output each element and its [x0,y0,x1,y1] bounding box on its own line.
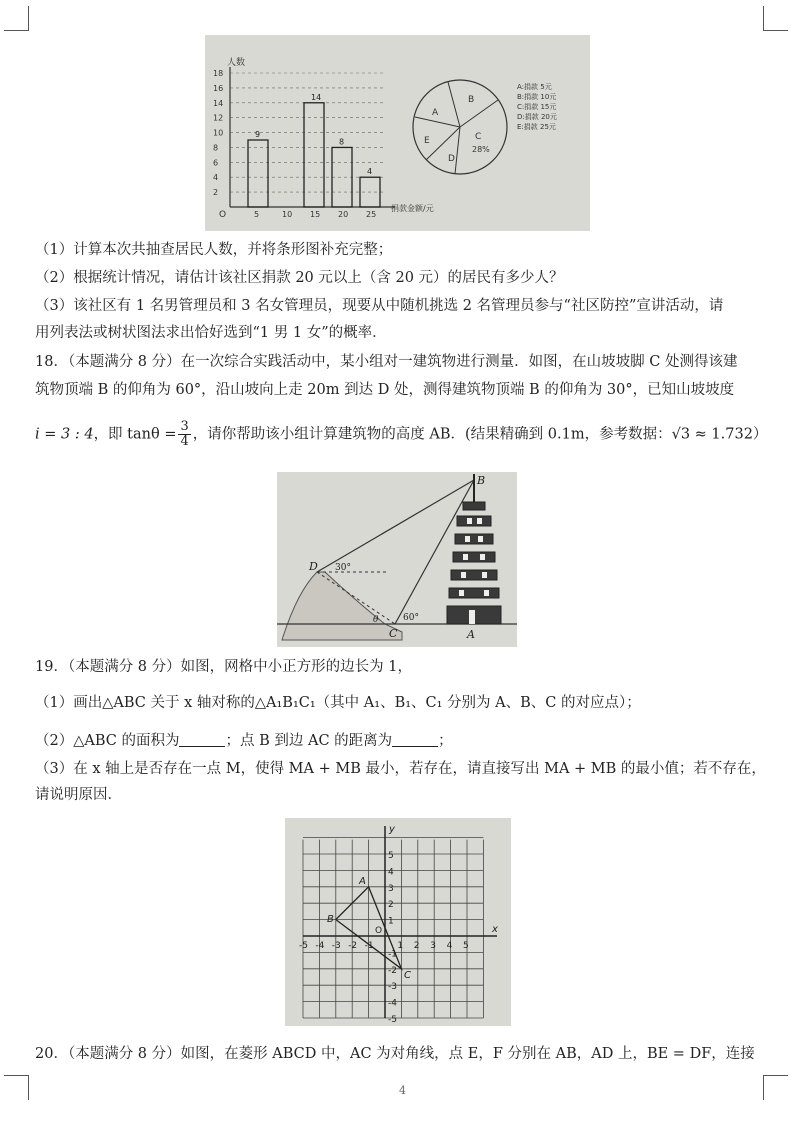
q19-part1: （1）画出△ABC 关于 x 轴对称的△A₁B₁C₁（其中 A₁、B₁、C₁ 分别为 A、B、C 的对应点）； [35,695,641,711]
q19-part3-line1: （3）在 x 轴上是否存在一点 M，使得 MA + MB 最小，若存在，请直接写出 MA + MB 的最小值；若不存在， [35,761,766,777]
bar-origin: O [219,210,227,220]
grid-x-tick: 4 [446,941,453,951]
pie-label-d: D [448,154,455,164]
pie-legend-item: A:捐款 5元 [517,83,552,91]
slope-ratio: i = 3 : 4 [35,426,94,443]
q18-line3 [35,420,770,449]
grid-x-tick: -5 [299,941,308,951]
pie-legend-item: C:捐款 15元 [517,103,557,111]
grid-x-tick: -2 [348,941,358,951]
grid-x-tick: -4 [315,941,325,951]
distance-answer-blank[interactable] [392,732,438,747]
grid-y-tick: -3 [388,982,397,993]
bar-x-tick: 10 [282,210,293,219]
coordinate-grid-figure [285,818,511,1026]
bar-y-tick: 4 [213,173,219,183]
point-b-label: B [477,474,486,487]
grid-x-tick: -1 [364,941,374,951]
pie-legend-item: B:捐款 10元 [517,93,557,101]
bar-value-label: 8 [339,137,345,147]
q19-part2 [35,731,770,751]
bar-y-tick: 18 [213,69,224,78]
q18-line2: 筑物顶端 B 的仰角为 60°，沿山坡向上走 20m 到达 D 处，测得建筑物顶端 B 的仰角为 30°，已知山坡坡度 [35,382,735,398]
bar-y-tick: 8 [213,143,219,153]
bar-x-tick: 15 [310,210,321,219]
bar-value-label: 9 [255,130,261,139]
area-answer-blank[interactable] [179,732,225,747]
q18-line1: 18．（本题满分 8 分）在一次综合实践活动中，某小组对一建筑物进行测量．如图，在山坡坡脚 C 处测得该建 [35,354,738,370]
grid-y-tick: -5 [388,1015,397,1025]
pie-legend-item: D:捐款 20元 [517,113,557,121]
bar-x-tick: 20 [338,210,349,219]
pie-label-c: C [475,132,482,142]
grid-x-tick: 2 [413,941,420,951]
q19-part2-a: （2）△ABC 的面积为 [35,733,180,749]
pie-legend-item: E:捐款 25元 [517,123,556,131]
origin-label: O [375,926,383,936]
q19-part2-b: ；点 B 到边 AC 的距离为 [225,733,393,749]
bar-y-tick: 10 [213,128,224,138]
bar-y-title: 人数 [227,58,246,68]
bar-value-label: 4 [367,167,373,177]
q18-line3-rest: ，请你帮助该小组计算建筑物的高度 AB．(结果精确到 0.1m，参考数据：√3 ≈ 1.732） [192,426,768,443]
bar-y-tick: 14 [213,98,224,108]
grid-y-tick: 1 [388,916,394,927]
q17-part1: （1）计算本次共抽查居民人数，并将条形图补充完整； [35,242,393,258]
grid-x-tick: 3 [430,941,436,951]
y-axis-label: y [389,824,395,835]
bar-y-tick: 12 [213,113,224,123]
grid-y-tick: -4 [388,998,397,1009]
bar-y-tick: 6 [213,158,219,168]
grid-x-tick: 5 [463,941,469,951]
pie-label-e: E [424,136,430,146]
fraction-numerator: 3 [180,419,189,434]
fraction-denominator: 4 [180,434,189,449]
bar [248,140,268,207]
angle-30-label: 30° [335,563,351,573]
bar-x-tick: 5 [254,210,260,219]
page-number: 4 [399,1084,406,1097]
grid-x-tick: -3 [331,941,341,951]
grid-x-tick: 1 [397,941,404,951]
grid-y-tick: 3 [388,883,394,894]
q17-part3-line2: 用列表法或树状图法求出恰好选到“1 男 1 女”的概率． [35,325,387,341]
q19-part2-c: ； [438,733,453,749]
grid-y-tick: -2 [388,965,397,976]
tan-theta-text: ，即 tanθ = [93,426,177,443]
grid-y-tick: 5 [388,851,394,861]
point-d-label: D [309,560,318,573]
bar-value-label: 14 [311,92,322,102]
q19-line1: 19．（本题满分 8 分）如图，网格中小正方形的边长为 1， [35,659,412,675]
bar-y-tick: 2 [213,188,219,198]
crop-mark-top-right [763,6,788,31]
fraction-3-4 [178,420,190,449]
pagoda-slope-figure [277,472,517,647]
theta-label: θ [373,615,379,625]
pie-c-percent: 28% [472,145,490,154]
point-c-label: C [389,627,398,640]
grid-y-tick: -1 [388,949,397,960]
vertex-b-label: B [327,914,334,925]
q17-part3-line1: （3）该社区有 1 名男管理员和 3 名女管理员，现要从中随机挑选 2 名管理员参与“社区防控”宣讲活动，请 [35,298,724,314]
vertex-c-label: C [404,970,411,981]
statistics-figure [205,35,590,231]
grid-y-tick: 2 [388,900,394,911]
bar-x-title: 捐款金额/元 [391,204,434,213]
pie-label-b: B [468,95,475,105]
bar-x-tick: 25 [366,210,377,219]
x-axis-label: x [492,924,498,935]
vertex-a-label: A [359,876,366,887]
grid-y-tick: 4 [388,867,394,878]
angle-60-label: 60° [403,613,419,623]
crop-mark-top-left [4,6,29,31]
point-a-label: A [467,628,475,641]
bar-y-tick: 16 [213,83,224,93]
pie-label-a: A [432,108,439,118]
q19-part3-line2: 请说明原因． [35,787,122,803]
q20-line1: 20．（本题满分 8 分）如图，在菱形 ABCD 中，AC 为对角线，点 E，F 分别在 AB，AD 上，BE = DF，连接 [35,1046,755,1062]
bar [304,103,324,207]
q17-part2: （2）根据统计情况，请估计该社区捐款 20 元以上（含 20 元）的居民有多少人？ [35,270,564,286]
